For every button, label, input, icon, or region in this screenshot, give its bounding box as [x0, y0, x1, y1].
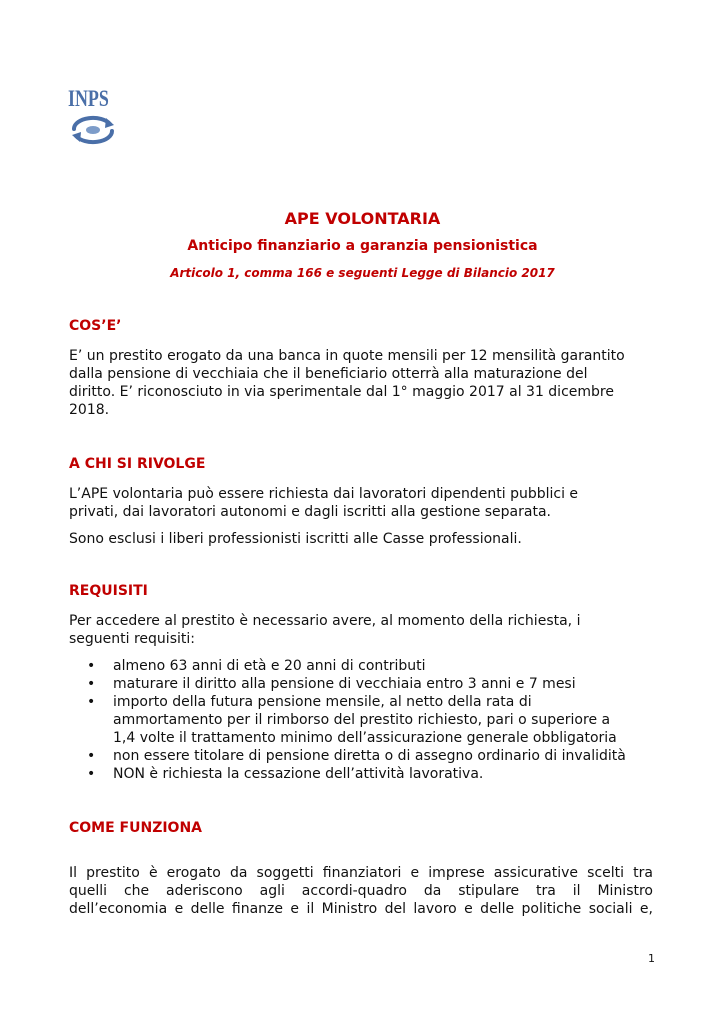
text-line: dalla pensione di vecchiaia che il beneficiario otterrà alla maturazione del: [69, 366, 588, 382]
paragraph-come-funziona: [69, 864, 653, 918]
document-title: APE VOLONTARIA: [284, 209, 441, 228]
heading-requisiti: REQUISITI: [69, 583, 148, 599]
text-line: • almeno 63 anni di età e 20 anni di contributi: [113, 658, 426, 674]
document-subtitle: Anticipo finanziario a garanzia pensionistica: [187, 238, 538, 254]
paragraph-cose: [69, 347, 653, 419]
list-item: [87, 657, 667, 675]
paragraph-a-chi-2: [69, 530, 653, 548]
paragraph-requisiti-intro: [69, 612, 653, 648]
text-line: dell’economia e delle finanze e il Ministro del lavoro e delle politiche sociali e,: [69, 901, 653, 917]
text-line: privati, dai lavoratori autonomi e dagli iscritti alla gestione separata.: [69, 504, 551, 520]
text-line: seguenti requisiti:: [69, 631, 195, 647]
paragraph-a-chi-1: [69, 485, 653, 521]
page-number: 1: [648, 952, 655, 965]
requisiti-list: [87, 657, 667, 783]
text-line: ammortamento per il rimborso del prestito richiesto, pari o superiore a: [113, 712, 611, 728]
list-item: [87, 765, 667, 783]
text-line: Sono esclusi i liberi professionisti iscritti alle Casse professionali.: [69, 531, 522, 547]
inps-logo-emblem-icon: [70, 115, 116, 145]
text-line: Per accedere al prestito è necessario avere, al momento della richiesta, i: [69, 613, 581, 629]
text-line: 1,4 volte il trattamento minimo dell’assicurazione generale obbligatoria: [113, 730, 617, 746]
document-reference: Articolo 1, comma 166 e seguenti Legge di Bilancio 2017: [170, 266, 555, 280]
text-line: • maturare il diritto alla pensione di vecchiaia entro 3 anni e 7 mesi: [113, 676, 576, 692]
text-line: • non essere titolare di pensione diretta o di assegno ordinario di invalidità: [113, 748, 626, 764]
list-item: [87, 675, 667, 693]
list-item: [87, 693, 667, 747]
inps-logo: [68, 86, 118, 148]
text-line: • NON è richiesta la cessazione dell’attività lavorativa.: [113, 766, 484, 782]
text-line: diritto. E’ riconosciuto in via sperimentale dal 1° maggio 2017 al 31 dicembre: [69, 384, 614, 400]
text-line: • importo della futura pensione mensile, al netto della rata di: [113, 694, 532, 710]
text-line: Il prestito è erogato da soggetti finanziatori e imprese assicurative scelti tra: [69, 865, 653, 881]
heading-cose: COS’E’: [69, 318, 122, 334]
text-line: quelli che aderiscono agli accordi-quadro da stipulare tra il Ministro: [69, 883, 653, 899]
text-line: L’APE volontaria può essere richiesta dai lavoratori dipendenti pubblici e: [69, 486, 579, 502]
list-item: [87, 747, 667, 765]
heading-a-chi-si-rivolge: A CHI SI RIVOLGE: [69, 456, 206, 472]
heading-come-funziona: COME FUNZIONA: [69, 820, 203, 836]
inps-logo-text: INPS: [68, 86, 109, 111]
text-line: E’ un prestito erogato da una banca in quote mensili per 12 mensilità garantito: [69, 348, 625, 364]
text-line: 2018.: [69, 402, 110, 418]
